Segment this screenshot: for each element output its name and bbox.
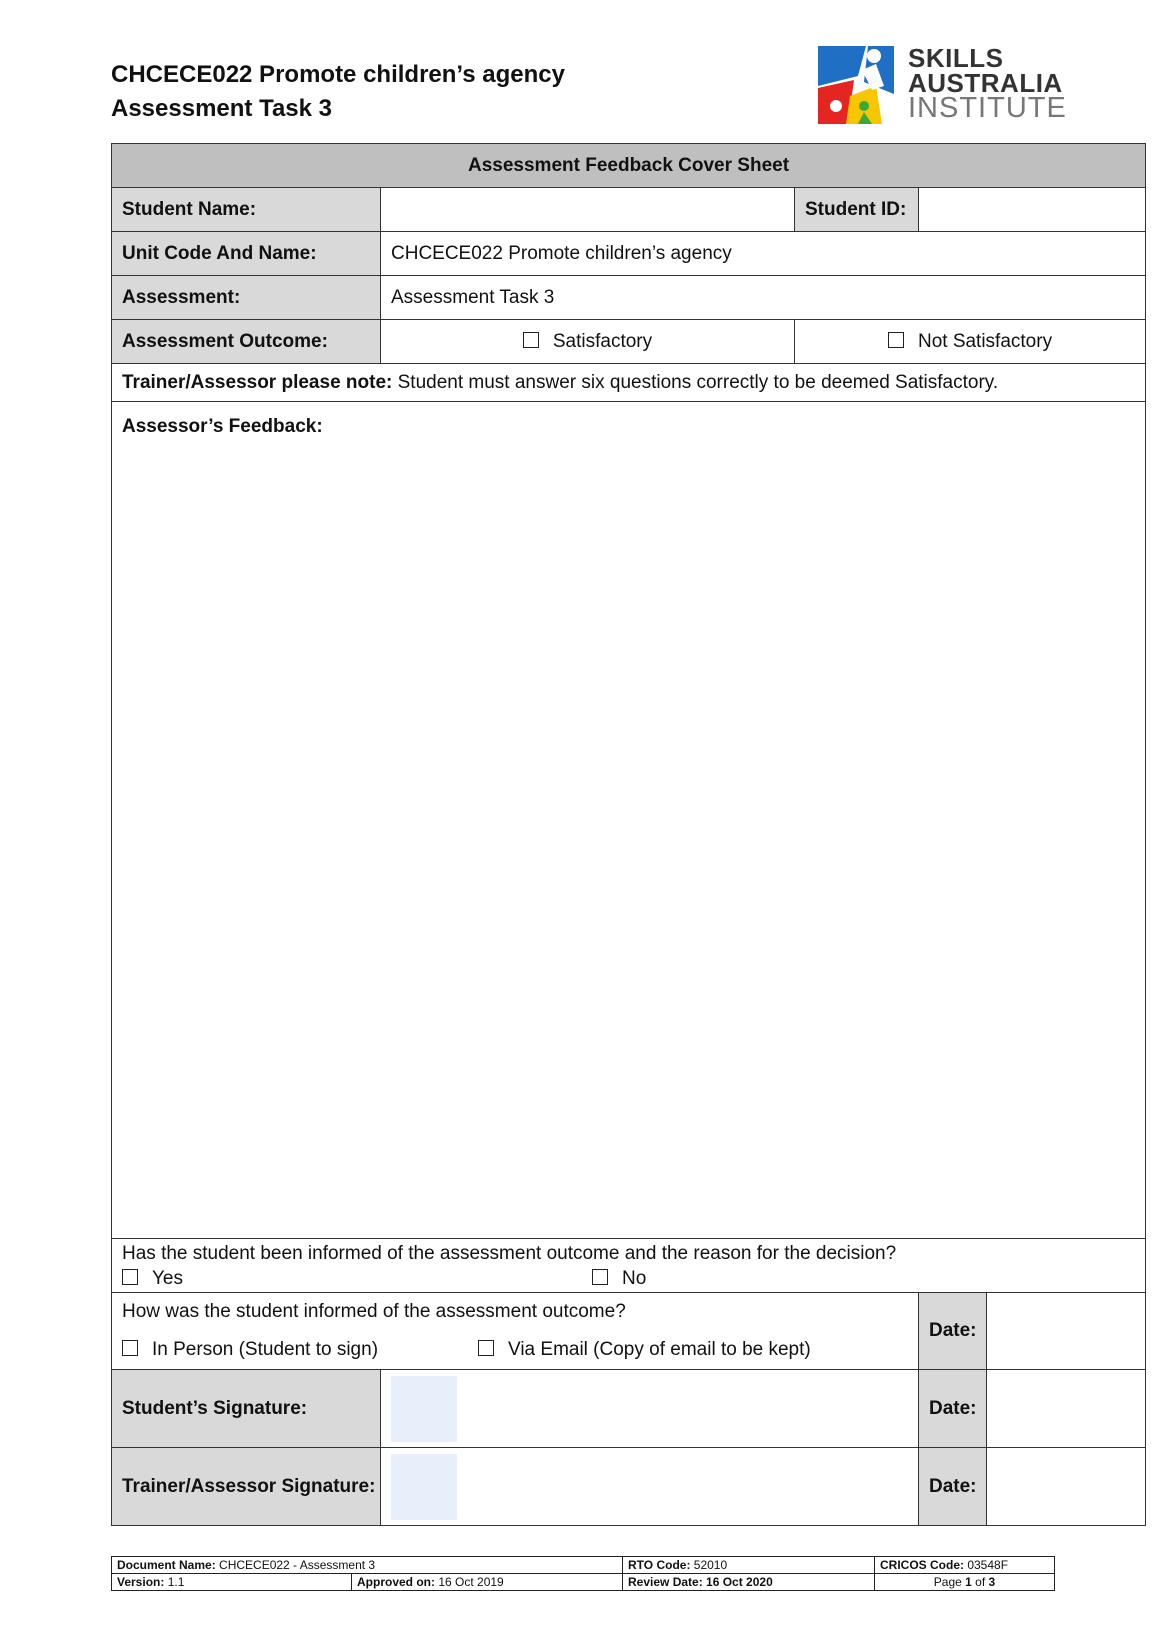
student-id-field[interactable]: [919, 188, 1146, 232]
footer-page-prefix: Page: [933, 1575, 966, 1589]
outcome-satisfactory-option[interactable]: [381, 320, 795, 364]
in-person-label: In Person (Student to sign): [152, 1339, 379, 1360]
student-signature-field[interactable]: [381, 1370, 919, 1448]
informed-yes-checkbox[interactable]: [122, 1269, 138, 1285]
footer-document-name: [112, 1557, 623, 1574]
not-satisfactory-label: Not Satisfactory: [917, 330, 1053, 352]
via-email-label: Via Email (Copy of email to be kept): [508, 1339, 811, 1360]
footer-rto-value: 52010: [690, 1558, 728, 1572]
how-informed-cell: [112, 1293, 919, 1370]
informed-no-checkbox[interactable]: [592, 1269, 608, 1285]
logo-mark-icon: [818, 46, 902, 128]
outcome-label: Assessment Outcome:: [112, 320, 381, 364]
informed-no-option[interactable]: [592, 1266, 646, 1291]
trainer-signature-field[interactable]: [381, 1448, 919, 1526]
via-email-checkbox[interactable]: [478, 1340, 494, 1356]
satisfactory-checkbox[interactable]: [523, 332, 539, 348]
informed-question-cell: [112, 1239, 1146, 1293]
not-satisfactory-checkbox[interactable]: [888, 332, 904, 348]
student-signature-label: [112, 1370, 381, 1448]
informed-date-label: Date:: [919, 1293, 987, 1370]
assessment-label: Assessment:: [112, 276, 381, 320]
footer-cricos-code: [875, 1557, 1055, 1574]
in-person-option[interactable]: [122, 1331, 378, 1369]
student-signature-label-text: Student’s Signature:: [122, 1397, 308, 1419]
footer-rto-code: [623, 1557, 875, 1574]
assessor-feedback-label: Assessor’s Feedback:: [122, 416, 323, 437]
footer-page-total: 3: [988, 1575, 996, 1589]
trainer-signature-date-field[interactable]: [987, 1448, 1146, 1526]
footer-page-mid: of: [971, 1575, 989, 1589]
student-id-label: Student ID:: [795, 188, 919, 232]
via-email-option[interactable]: [478, 1331, 811, 1369]
footer-approved-value: 16 Oct 2019: [435, 1575, 504, 1589]
student-signature-box[interactable]: [391, 1376, 457, 1442]
footer-cricos-value: 03548F: [964, 1558, 1009, 1572]
document-footer: [111, 1556, 1055, 1591]
student-name-field[interactable]: [381, 188, 795, 232]
outcome-not-satisfactory-option[interactable]: [795, 320, 1146, 364]
document-title: [111, 58, 565, 126]
student-signature-date-field[interactable]: [987, 1370, 1146, 1448]
assessor-note-label: Trainer/Assessor please note:: [122, 371, 393, 393]
footer-approved-on: [352, 1574, 623, 1591]
footer-review-date: [623, 1574, 875, 1591]
form-title: Assessment Feedback Cover Sheet: [112, 144, 1146, 188]
footer-version-label: Version:: [117, 1575, 165, 1589]
in-person-checkbox[interactable]: [122, 1340, 138, 1356]
footer-page-number: [875, 1574, 1055, 1591]
trainer-signature-date-label: Date:: [919, 1448, 987, 1526]
assessor-note-text: Student must answer six questions correctly to be deemed Satisfactory.: [392, 371, 999, 393]
trainer-signature-label-text: Trainer/Assessor Signature:: [122, 1475, 376, 1497]
informed-no-label: No: [622, 1267, 647, 1289]
unit-value: CHCECE022 Promote children’s agency: [381, 232, 1146, 276]
assessor-feedback-area[interactable]: [112, 402, 1146, 1239]
skills-australia-institute-logo: [818, 43, 1067, 128]
footer-document-name-label: Document Name:: [117, 1558, 216, 1572]
logo-line3: INSTITUTE: [908, 92, 1067, 124]
trainer-signature-label: [112, 1448, 381, 1526]
satisfactory-label: Satisfactory: [552, 330, 653, 352]
trainer-signature-box[interactable]: [391, 1454, 457, 1520]
footer-version: [112, 1574, 352, 1591]
informed-date-field[interactable]: [987, 1293, 1146, 1370]
document-title-line2: Assessment Task 3: [111, 95, 333, 122]
logo-line1: SKILLS: [908, 43, 1004, 73]
footer-review-label: Review Date: 16 Oct 2020: [628, 1575, 773, 1589]
logo-line2: AUSTRALIA: [908, 68, 1063, 98]
how-informed-question: How was the student informed of the assessment outcome?: [122, 1301, 626, 1322]
unit-label: Unit Code And Name:: [112, 232, 381, 276]
informed-question: Has the student been informed of the assessment outcome and the reason for the decision?: [122, 1242, 897, 1264]
footer-page-current: 1: [965, 1575, 972, 1589]
assessor-note: [112, 364, 1146, 402]
informed-yes-option[interactable]: [122, 1266, 183, 1291]
footer-approved-label: Approved on:: [357, 1575, 435, 1589]
feedback-cover-sheet-table: [111, 143, 1146, 1526]
footer-version-value: 1.1: [164, 1575, 185, 1589]
assessment-value: Assessment Task 3: [381, 276, 1146, 320]
student-signature-date-label: Date:: [919, 1370, 987, 1448]
document-title-line1: CHCECE022 Promote children’s agency: [111, 61, 565, 88]
student-name-label: Student Name:: [112, 188, 381, 232]
footer-document-name-value: CHCECE022 - Assessment 3: [215, 1558, 376, 1572]
logo-wordmark: [908, 43, 1067, 124]
footer-cricos-label: CRICOS Code:: [880, 1558, 964, 1572]
footer-rto-label: RTO Code:: [628, 1558, 691, 1572]
informed-yes-label: Yes: [152, 1267, 183, 1289]
